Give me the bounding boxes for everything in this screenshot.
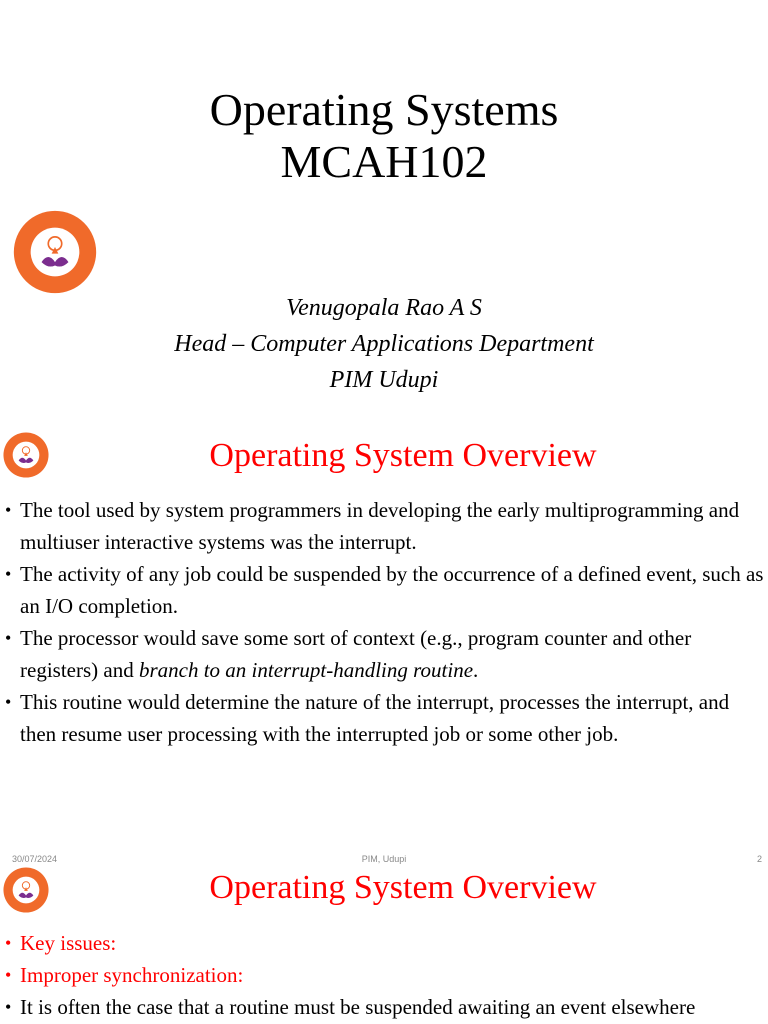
bullet-list <box>0 927 768 1023</box>
footer-date: 30/07/2024 <box>12 854 58 864</box>
bullet-glyph: • <box>5 997 12 1017</box>
author-name: Venugopala Rao A S <box>286 295 482 321</box>
slide-title: Operating System Overview <box>209 437 597 474</box>
list-item-emphasis: branch to an interrupt-handling routine <box>138 658 474 682</box>
list-item <box>0 959 768 991</box>
list-item <box>0 558 768 622</box>
overview-slide-2 <box>0 865 768 1024</box>
author-role: Head – Computer Applications Department <box>174 331 594 357</box>
slide-title: Operating System Overview <box>209 869 597 906</box>
list-item <box>0 927 768 959</box>
overview-slide-1 <box>0 410 768 865</box>
bullet-glyph: • <box>5 628 12 648</box>
bullet-glyph: • <box>5 965 12 985</box>
list-item-text: Improper synchronization: <box>20 963 244 987</box>
author-block <box>0 290 768 398</box>
presentation-title <box>0 84 768 188</box>
list-item-end: . <box>473 658 479 682</box>
bullet-glyph: • <box>5 564 12 584</box>
bullet-glyph: • <box>5 933 12 953</box>
bullet-glyph: • <box>5 500 12 520</box>
list-item-text: The tool used by system programmers in developing the early multiprogramming and multiuser interactive systems was the interrupt. <box>20 498 740 554</box>
list-item <box>0 494 768 558</box>
list-item <box>0 622 768 686</box>
list-item <box>0 991 768 1023</box>
list-item-text: The activity of any job could be suspended by the occurrence of a defined event, such as an I/O completion. <box>20 562 764 618</box>
footer-org: PIM, Udupi <box>361 854 407 864</box>
title-line-2: MCAH102 <box>280 136 488 187</box>
poornaprajna-logo-icon <box>13 210 97 294</box>
title-slide <box>0 0 768 410</box>
bullet-glyph: • <box>5 692 12 712</box>
bullet-list <box>0 494 768 750</box>
title-line-1: Operating Systems <box>209 84 559 135</box>
list-item <box>0 686 768 750</box>
footer-page-number: 2 <box>756 854 762 864</box>
author-org: PIM Udupi <box>329 367 439 393</box>
list-item-text: It is often the case that a routine must be suspended awaiting an event elsewhere <box>20 995 696 1019</box>
list-item-text: The processor would save some sort of context (e.g., program counter and other registers) and <box>20 626 692 682</box>
list-item-text: Key issues: <box>20 931 117 955</box>
list-item-text: This routine would determine the nature of the interrupt, processes the interrupt, and then resume user processing with the interrupted job or some other job. <box>20 690 730 746</box>
